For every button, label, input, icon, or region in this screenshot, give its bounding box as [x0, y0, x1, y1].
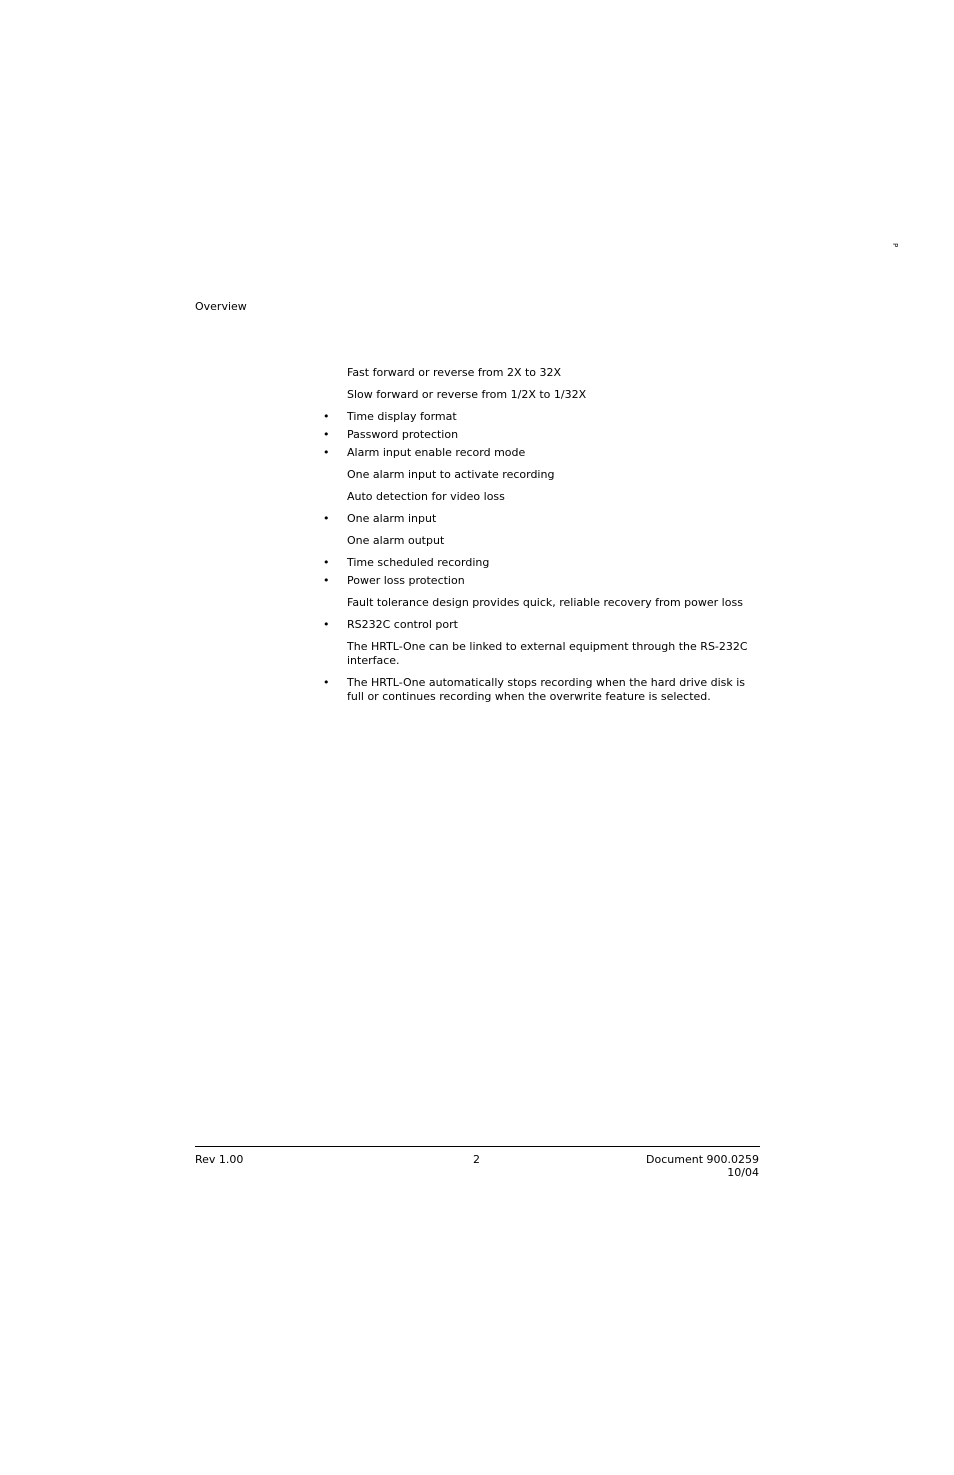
item-text: One alarm output	[347, 534, 445, 547]
bullet-icon: •	[323, 446, 330, 459]
bullet-icon: •	[323, 410, 330, 423]
bullet-icon: •	[323, 574, 330, 587]
list-item	[320, 574, 765, 588]
list-item	[320, 410, 765, 424]
item-text: Fault tolerance design provides quick, reliable recovery from power loss	[347, 596, 743, 609]
section-title: Overview	[195, 300, 247, 313]
list-item	[320, 428, 765, 442]
footer-document-number: Document 900.0259	[646, 1153, 759, 1166]
list-item	[320, 640, 765, 668]
list-item	[320, 596, 765, 610]
list-item	[320, 388, 765, 402]
footer-revision: Rev 1.00	[195, 1153, 244, 1166]
list-item	[320, 366, 765, 380]
side-mark: P	[891, 243, 899, 248]
list-item	[320, 534, 765, 548]
item-text: Time display format	[347, 410, 457, 423]
bullet-icon: •	[323, 676, 330, 689]
item-text: Alarm input enable record mode	[347, 446, 526, 459]
bullet-icon: •	[323, 512, 330, 525]
item-text: Fast forward or reverse from 2X to 32X	[347, 366, 562, 379]
item-text: Slow forward or reverse from 1/2X to 1/32X	[347, 388, 587, 401]
item-text: RS232C control port	[347, 618, 458, 631]
list-item	[320, 618, 765, 632]
list-item	[320, 490, 765, 504]
item-text: Time scheduled recording	[347, 556, 490, 569]
list-item	[320, 512, 765, 526]
item-text: One alarm input	[347, 512, 437, 525]
footer-divider	[195, 1146, 760, 1147]
item-text: Power loss protection	[347, 574, 465, 587]
list-item	[320, 468, 765, 482]
list-item	[320, 446, 765, 460]
item-text: The HRTL-One automatically stops recording when the hard drive disk is full or continues recording when the overwrite feature is selected.	[347, 676, 746, 703]
footer-page-number: 2	[473, 1153, 480, 1166]
item-text: The HRTL-One can be linked to external equipment through the RS-232C interface.	[347, 640, 748, 667]
bullet-icon: •	[323, 556, 330, 569]
bullet-icon: •	[323, 428, 330, 441]
feature-list	[320, 366, 765, 708]
bullet-icon: •	[323, 618, 330, 631]
item-text: One alarm input to activate recording	[347, 468, 555, 481]
item-text: Auto detection for video loss	[347, 490, 505, 503]
list-item	[320, 676, 765, 704]
footer-date: 10/04	[727, 1166, 759, 1179]
item-text: Password protection	[347, 428, 459, 441]
list-item	[320, 556, 765, 570]
footer-document-info	[646, 1153, 759, 1179]
